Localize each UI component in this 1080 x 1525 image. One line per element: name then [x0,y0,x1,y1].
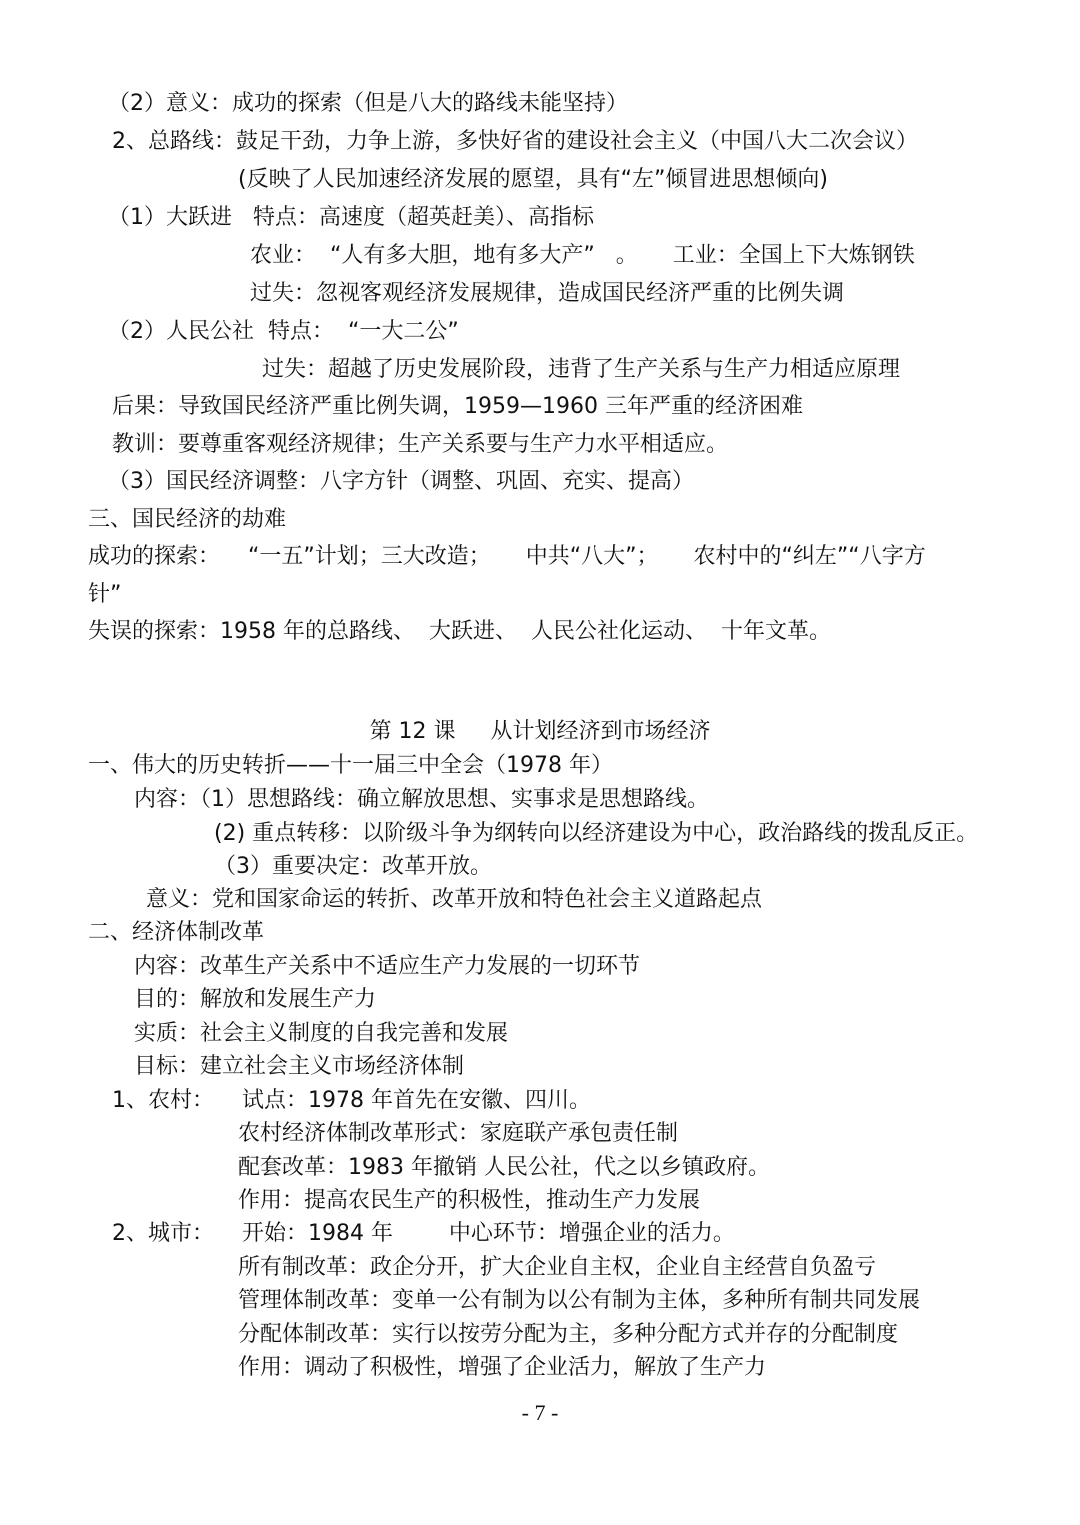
text-line: （3）重要决定：改革开放。 [214,854,492,879]
text-line: 作用：调动了积极性，增强了企业活力，解放了生产力 [238,1355,767,1380]
text-line: 过失：超越了历史发展阶段，违背了生产关系与生产力相适应原理 [262,357,901,382]
text-line: 失误的探索：1958 年的总路线、 大跃进、 人民公社化运动、 十年文革。 [88,619,831,644]
text-line: 实质：社会主义制度的自我完善和发展 [134,1021,509,1046]
page-number: - 7 - [521,1400,559,1425]
section-heading: 三、国民经济的劫难 [88,507,287,532]
text-line: 所有制改革：政企分开，扩大企业自主权，企业自主经营自负盈亏 [238,1255,877,1280]
text-line: 目的：解放和发展生产力 [134,987,377,1012]
text-line: （2）意义：成功的探索（但是八大的路线未能坚持） [108,91,628,116]
text-line: 内容：改革生产关系中不适应生产力发展的一切环节 [134,954,641,979]
text-line: 作用：提高农民生产的积极性，推动生产力发展 [238,1188,701,1213]
text-line: 管理体制改革：变单一公有制为以公有制为主体，多种所有制共同发展 [238,1288,921,1313]
text-line: 内容：（1）思想路线：确立解放思想、实事求是思想路线。 [134,787,709,812]
text-line: 农村经济体制改革形式：家庭联产承包责任制 [238,1121,679,1146]
lesson-title: 第 12 课 从计划经济到市场经济 [369,719,711,744]
text-line: 农业： “人有多大胆，地有多大产” 。 工业：全国上下大炼钢铁 [250,243,915,268]
text-line: 意义：党和国家命运的转折、改革开放和特色社会主义道路起点 [146,887,763,912]
text-line: 过失：忽视客观经济发展规律，造成国民经济严重的比例失调 [250,281,845,306]
text-line: (2) 重点转移：以阶级斗争为纲转向以经济建设为中心，政治路线的拨乱反正。 [214,821,979,846]
text-line: 2、城市： 开始：1984 年 中心环节：增强企业的活力。 [112,1221,735,1246]
text-line: 教训：要尊重客观经济规律；生产关系要与生产力水平相适应。 [112,432,729,457]
text-line: 针” [88,582,122,607]
text-line: （2）人民公社 特点： “一大二公” [108,319,459,344]
section-heading: 二、经济体制改革 [88,920,265,945]
text-line: （3）国民经济调整：八字方针（调整、巩固、充实、提高） [108,469,694,494]
text-line: 成功的探索： “一五”计划；三大改造； 中共“八大”； 农村中的“纠左”“八字方 [88,544,926,569]
text-line: 2、总路线：鼓足干劲，力争上游，多快好省的建设社会主义（中国八大二次会议） [112,129,918,154]
text-line: 目标：建立社会主义市场经济体制 [134,1054,465,1079]
text-line: 配套改革：1983 年撤销 人民公社，代之以乡镇政府。 [238,1155,770,1180]
text-line: （1）大跃进 特点：高速度（超英赶美）、高指标 [108,205,594,230]
text-line: 1、农村： 试点：1978 年首先在安徽、四川。 [112,1088,591,1113]
text-line: (反映了人民加速经济发展的愿望，具有“左”倾冒进思想倾向) [238,167,828,192]
text-line: 后果：导致国民经济严重比例失调，1959—1960 三年严重的经济困难 [112,394,803,419]
text-line: 分配体制改革：实行以按劳分配为主，多种分配方式并存的分配制度 [238,1322,899,1347]
section-heading: 一、伟大的历史转折——十一届三中全会（1978 年） [88,753,613,778]
